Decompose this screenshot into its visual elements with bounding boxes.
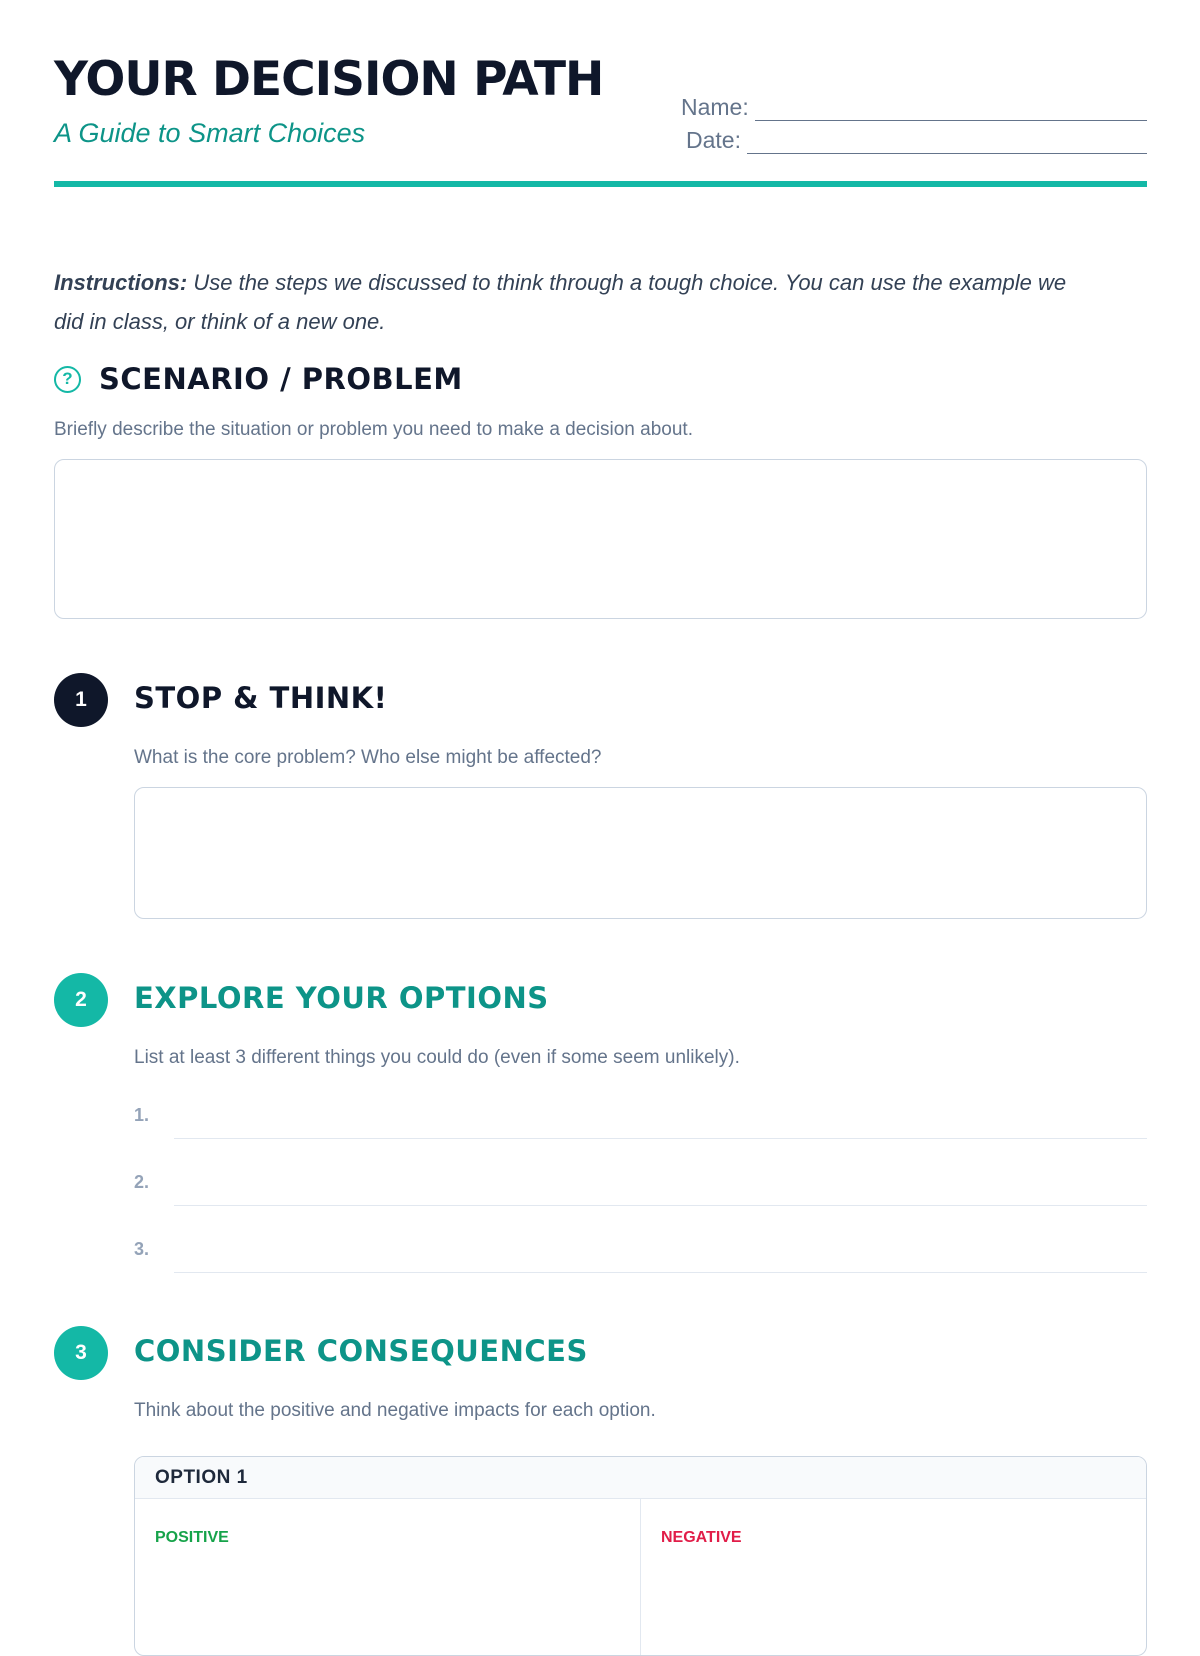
step-1-title: STOP & THINK! [134, 681, 388, 715]
scenario-answer-box[interactable] [54, 459, 1147, 619]
instructions-lead: Instructions: [54, 270, 188, 295]
option-row [134, 1161, 1147, 1206]
date-label: Date: [686, 127, 741, 153]
name-field[interactable] [755, 100, 1147, 121]
positive-column[interactable] [135, 1499, 641, 1656]
step-3-title: CONSIDER CONSEQUENCES [134, 1334, 588, 1368]
name-row [677, 88, 1147, 121]
scenario-title: SCENARIO / PROBLEM [99, 362, 463, 396]
step-2-hint: List at least 3 different things you could do (even if some seem unlikely). [134, 1047, 740, 1068]
question-circle-icon: ? [54, 366, 81, 393]
date-field[interactable] [747, 133, 1147, 154]
step-3-hint: Think about the positive and negative impacts for each option. [134, 1400, 656, 1421]
positive-label: POSITIVE [155, 1529, 229, 1546]
date-row [677, 121, 1147, 154]
scenario-heading [54, 362, 463, 396]
instructions-text: Use the steps we discussed to think through a tough choice. You can use the example we did in class, or think of a new one. [54, 270, 1067, 334]
option-number: 3. [134, 1239, 150, 1259]
step-2-badge: 2 [54, 973, 108, 1027]
step-2-title: EXPLORE YOUR OPTIONS [134, 981, 549, 1015]
page-header [54, 0, 1147, 187]
option-1-card [134, 1456, 1147, 1656]
option-row [134, 1094, 1147, 1139]
option-card-body [135, 1499, 1146, 1656]
option-row [134, 1228, 1147, 1273]
page-subtitle: A Guide to Smart Choices [54, 118, 366, 148]
worksheet [54, 0, 1147, 1546]
page-title: YOUR DECISION PATH [54, 52, 604, 107]
scenario-hint: Briefly describe the situation or problem you need to make a decision about. [54, 419, 693, 440]
step-1-hint: What is the core problem? Who else might be affected? [134, 747, 602, 768]
instructions [54, 263, 1074, 341]
step-3-badge: 3 [54, 1326, 108, 1380]
option-2-field[interactable] [174, 1161, 1147, 1206]
option-card-title: OPTION 1 [135, 1457, 1146, 1499]
option-number: 1. [134, 1105, 150, 1125]
step-1-answer-box[interactable] [134, 787, 1147, 919]
negative-label: NEGATIVE [661, 1529, 742, 1546]
option-number: 2. [134, 1172, 150, 1192]
option-3-field[interactable] [174, 1228, 1147, 1273]
student-info [677, 88, 1147, 154]
step-1-badge: 1 [54, 673, 108, 727]
option-1-field[interactable] [174, 1094, 1147, 1139]
name-label: Name: [681, 94, 749, 120]
negative-column[interactable] [641, 1499, 1146, 1656]
